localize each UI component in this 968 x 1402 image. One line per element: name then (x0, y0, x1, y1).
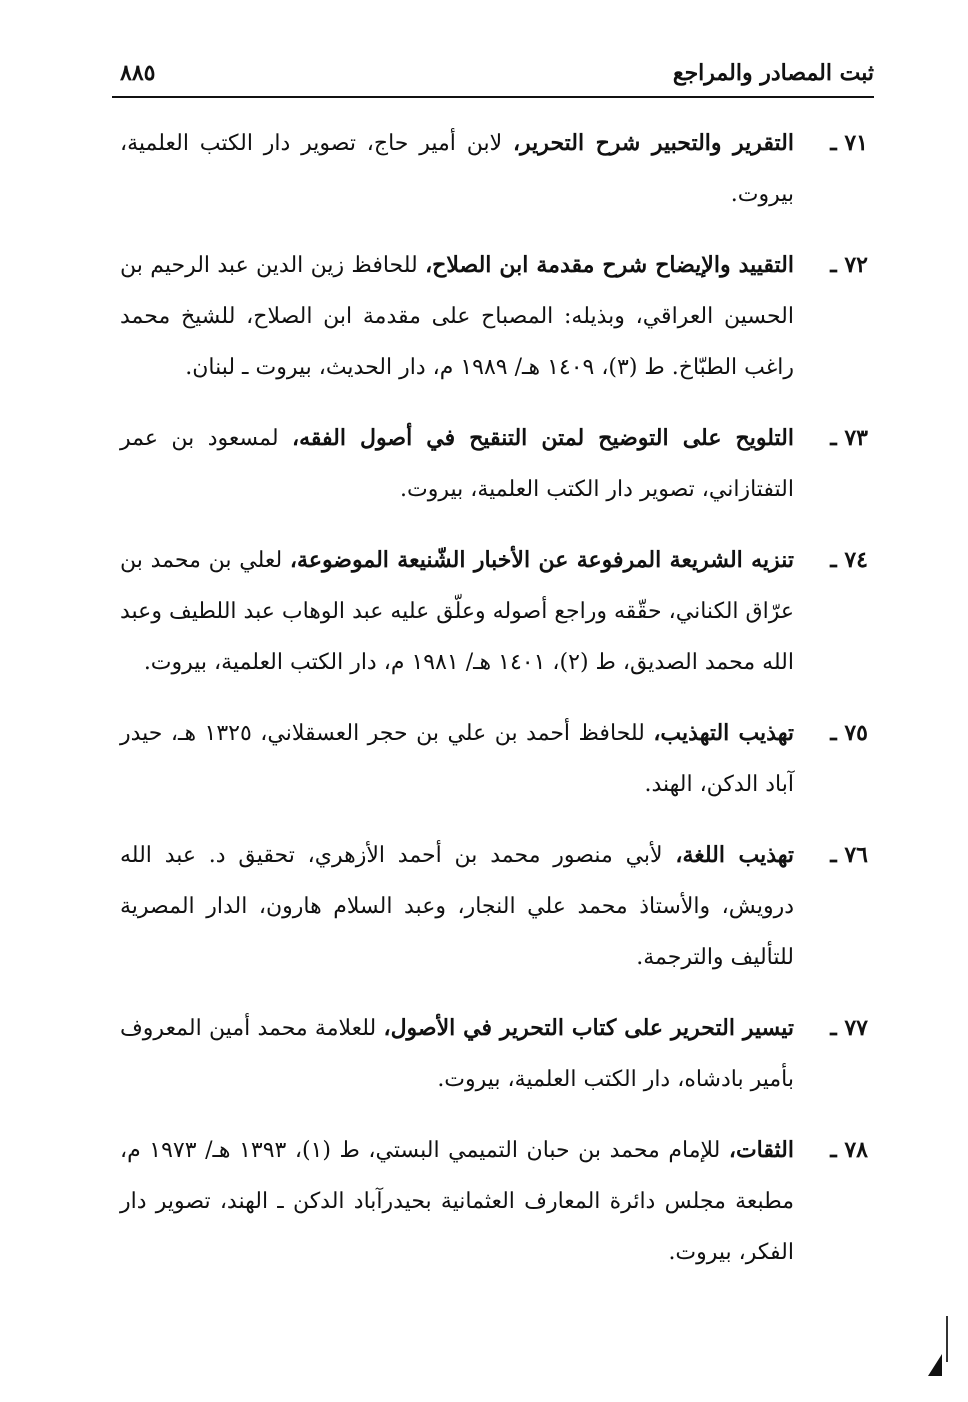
entry-number: ٧٨ ـ (830, 1137, 868, 1163)
entry-number: ٧٤ ـ (830, 547, 868, 573)
scan-corner-mark (928, 1354, 942, 1376)
entry-title: التلويح على التوضيح لمتن التنقيح في أصول الفقه، (291, 425, 794, 451)
entry-title: التقرير والتحبير شرح التحرير، (512, 130, 794, 156)
bibliography-entry (120, 708, 868, 810)
entry-text: للحافظ زين الدين عبد الرحيم بن الحسين العراقي، وبذيله: المصباح على مقدمة ابن الصلاح، للشيخ محمد راغب الطبّاخ. ط (٣)، ١٤٠٩ هـ/ ١٩٨٩ م، دار الحديث، بيروت ـ لبنان. (120, 253, 794, 380)
page-number: ٨٨٥ (120, 60, 156, 86)
bibliography-entry (120, 535, 868, 688)
page-header (112, 52, 874, 92)
entry-text: للعلامة محمد أمين المعروف بأمير بادشاه، دار الكتب العلمية، بيروت. (120, 1016, 794, 1092)
entry-body (120, 118, 794, 220)
entry-title: تيسير التحرير على كتاب التحرير في الأصول، (383, 1015, 795, 1041)
entry-text: لأبي منصور محمد بن أحمد الأزهري، تحقيق د. عبد الله درويش، والأستاذ محمد علي النجار، وعبد السلام هارون، الدار المصرية للتأليف والترجمة. (120, 843, 794, 970)
bibliography-entry (120, 1125, 868, 1278)
entry-title: التقييد والإيضاح شرح مقدمة ابن الصلاح، (425, 252, 794, 278)
entry-text: لمسعود بن عمر التفتازاني، تصوير دار الكتب العلمية، بيروت. (120, 426, 794, 502)
entry-number: ٧١ ـ (830, 130, 868, 156)
entry-title: تهذيب التهذيب، (653, 720, 794, 746)
bibliography-entry (120, 413, 868, 515)
entry-body (120, 535, 794, 688)
entry-title: تنزيه الشريعة المرفوعة عن الأخبار الشّنيعة الموضوعة، (289, 547, 794, 573)
entry-number: ٧٢ ـ (830, 252, 868, 278)
bibliography-entry (120, 830, 868, 983)
scan-edge-mark (946, 1316, 948, 1362)
running-title: ثبت المصادر والمراجع (672, 60, 874, 86)
entry-number: ٧٧ ـ (830, 1015, 868, 1041)
entry-body (120, 830, 794, 983)
entry-text: للإمام محمد بن حبان التميمي البستي، ط (١)، ١٣٩٣ هـ/ ١٩٧٣ م، مطبعة مجلس دائرة المعارف العثمانية بحيدرآباد الدكن ـ الهند، تصوير دار الفكر، بيروت. (120, 1138, 794, 1265)
entry-title: تهذيب اللغة، (675, 842, 795, 868)
entry-body (120, 1125, 794, 1278)
bibliography-entry (120, 118, 868, 220)
entry-number: ٧٥ ـ (830, 720, 868, 746)
entry-body (120, 240, 794, 393)
bibliography-entry (120, 240, 868, 393)
entry-number: ٧٦ ـ (830, 842, 868, 868)
bibliography-entry (120, 1003, 868, 1105)
entry-number: ٧٣ ـ (830, 425, 868, 451)
entry-title: الثقات، (728, 1137, 794, 1163)
entry-body (120, 708, 794, 810)
entry-text: لعلي بن محمد بن عرّاق الكناني، حقّقه وراجع أصوله وعلّق عليه عبد الوهاب عبد اللطيف وعبد الله محمد الصديق، ط (٢)، ١٤٠١ هـ/ ١٩٨١ م، دار الكتب العلمية، بيروت. (120, 548, 794, 675)
entry-body (120, 413, 794, 515)
header-divider (112, 96, 874, 98)
entry-text: للحافظ أحمد بن علي بن حجر العسقلاني، ١٣٢٥ هـ، حيدر آباد الدكن، الهند. (120, 721, 794, 797)
entry-body (120, 1003, 794, 1105)
bibliography-list (120, 118, 868, 1298)
entry-text: لابن أمير حاج، تصوير دار الكتب العلمية، بيروت. (120, 131, 794, 207)
